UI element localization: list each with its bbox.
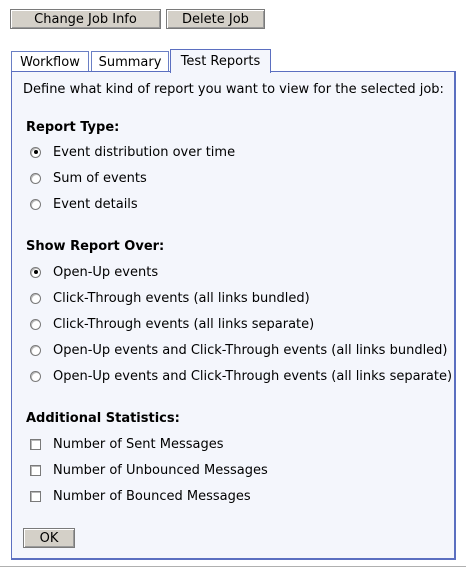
tab-workflow[interactable]: Workflow bbox=[11, 51, 89, 72]
tab-summary[interactable]: Summary bbox=[91, 51, 169, 72]
option-label: Number of Bounced Messages bbox=[53, 488, 251, 504]
option-label: Open-Up events bbox=[53, 264, 159, 280]
delete-job-button[interactable]: Delete Job bbox=[166, 9, 265, 29]
report-type-option[interactable] bbox=[30, 169, 147, 187]
additional-statistics-option[interactable] bbox=[30, 461, 268, 479]
show-report-over-option[interactable] bbox=[30, 341, 448, 359]
show-report-over-option[interactable] bbox=[30, 289, 310, 307]
radio-button[interactable] bbox=[30, 371, 41, 382]
option-label: Open-Up events and Click-Through events (all links separate) bbox=[53, 368, 453, 384]
radio-button[interactable] bbox=[30, 293, 41, 304]
show-report-over-heading: Show Report Over: bbox=[26, 239, 165, 254]
option-label: Sum of events bbox=[53, 170, 147, 186]
option-label: Event details bbox=[53, 196, 138, 212]
report-type-option[interactable] bbox=[30, 195, 138, 213]
option-label: Event distribution over time bbox=[53, 144, 236, 160]
report-type-option[interactable] bbox=[30, 143, 235, 161]
test-reports-panel bbox=[11, 71, 456, 560]
radio-button[interactable] bbox=[30, 147, 41, 158]
radio-button[interactable] bbox=[30, 173, 41, 184]
tab-test-reports[interactable]: Test Reports bbox=[170, 49, 271, 73]
checkbox[interactable] bbox=[30, 465, 41, 476]
radio-button[interactable] bbox=[30, 199, 41, 210]
radio-button[interactable] bbox=[30, 319, 41, 330]
checkbox[interactable] bbox=[30, 439, 41, 450]
report-type-heading: Report Type: bbox=[26, 120, 120, 135]
change-job-info-button[interactable]: Change Job Info bbox=[10, 9, 161, 29]
option-label: Open-Up events and Click-Through events (all links bundled) bbox=[53, 342, 448, 358]
radio-button[interactable] bbox=[30, 345, 41, 356]
checkbox[interactable] bbox=[30, 491, 41, 502]
option-label: Click-Through events (all links bundled) bbox=[53, 290, 310, 306]
panel-intro-text: Define what kind of report you want to view for the selected job: bbox=[23, 82, 444, 97]
bottom-divider bbox=[0, 566, 466, 567]
show-report-over-option[interactable] bbox=[30, 263, 158, 281]
additional-statistics-option[interactable] bbox=[30, 435, 224, 453]
show-report-over-option[interactable] bbox=[30, 315, 314, 333]
option-label: Number of Sent Messages bbox=[53, 436, 224, 452]
option-label: Click-Through events (all links separate) bbox=[53, 316, 315, 332]
radio-button[interactable] bbox=[30, 267, 41, 278]
additional-statistics-option[interactable] bbox=[30, 487, 251, 505]
show-report-over-option[interactable] bbox=[30, 367, 452, 385]
option-label: Number of Unbounced Messages bbox=[53, 462, 268, 478]
ok-button[interactable]: OK bbox=[23, 528, 75, 548]
additional-statistics-heading: Additional Statistics: bbox=[26, 411, 180, 426]
